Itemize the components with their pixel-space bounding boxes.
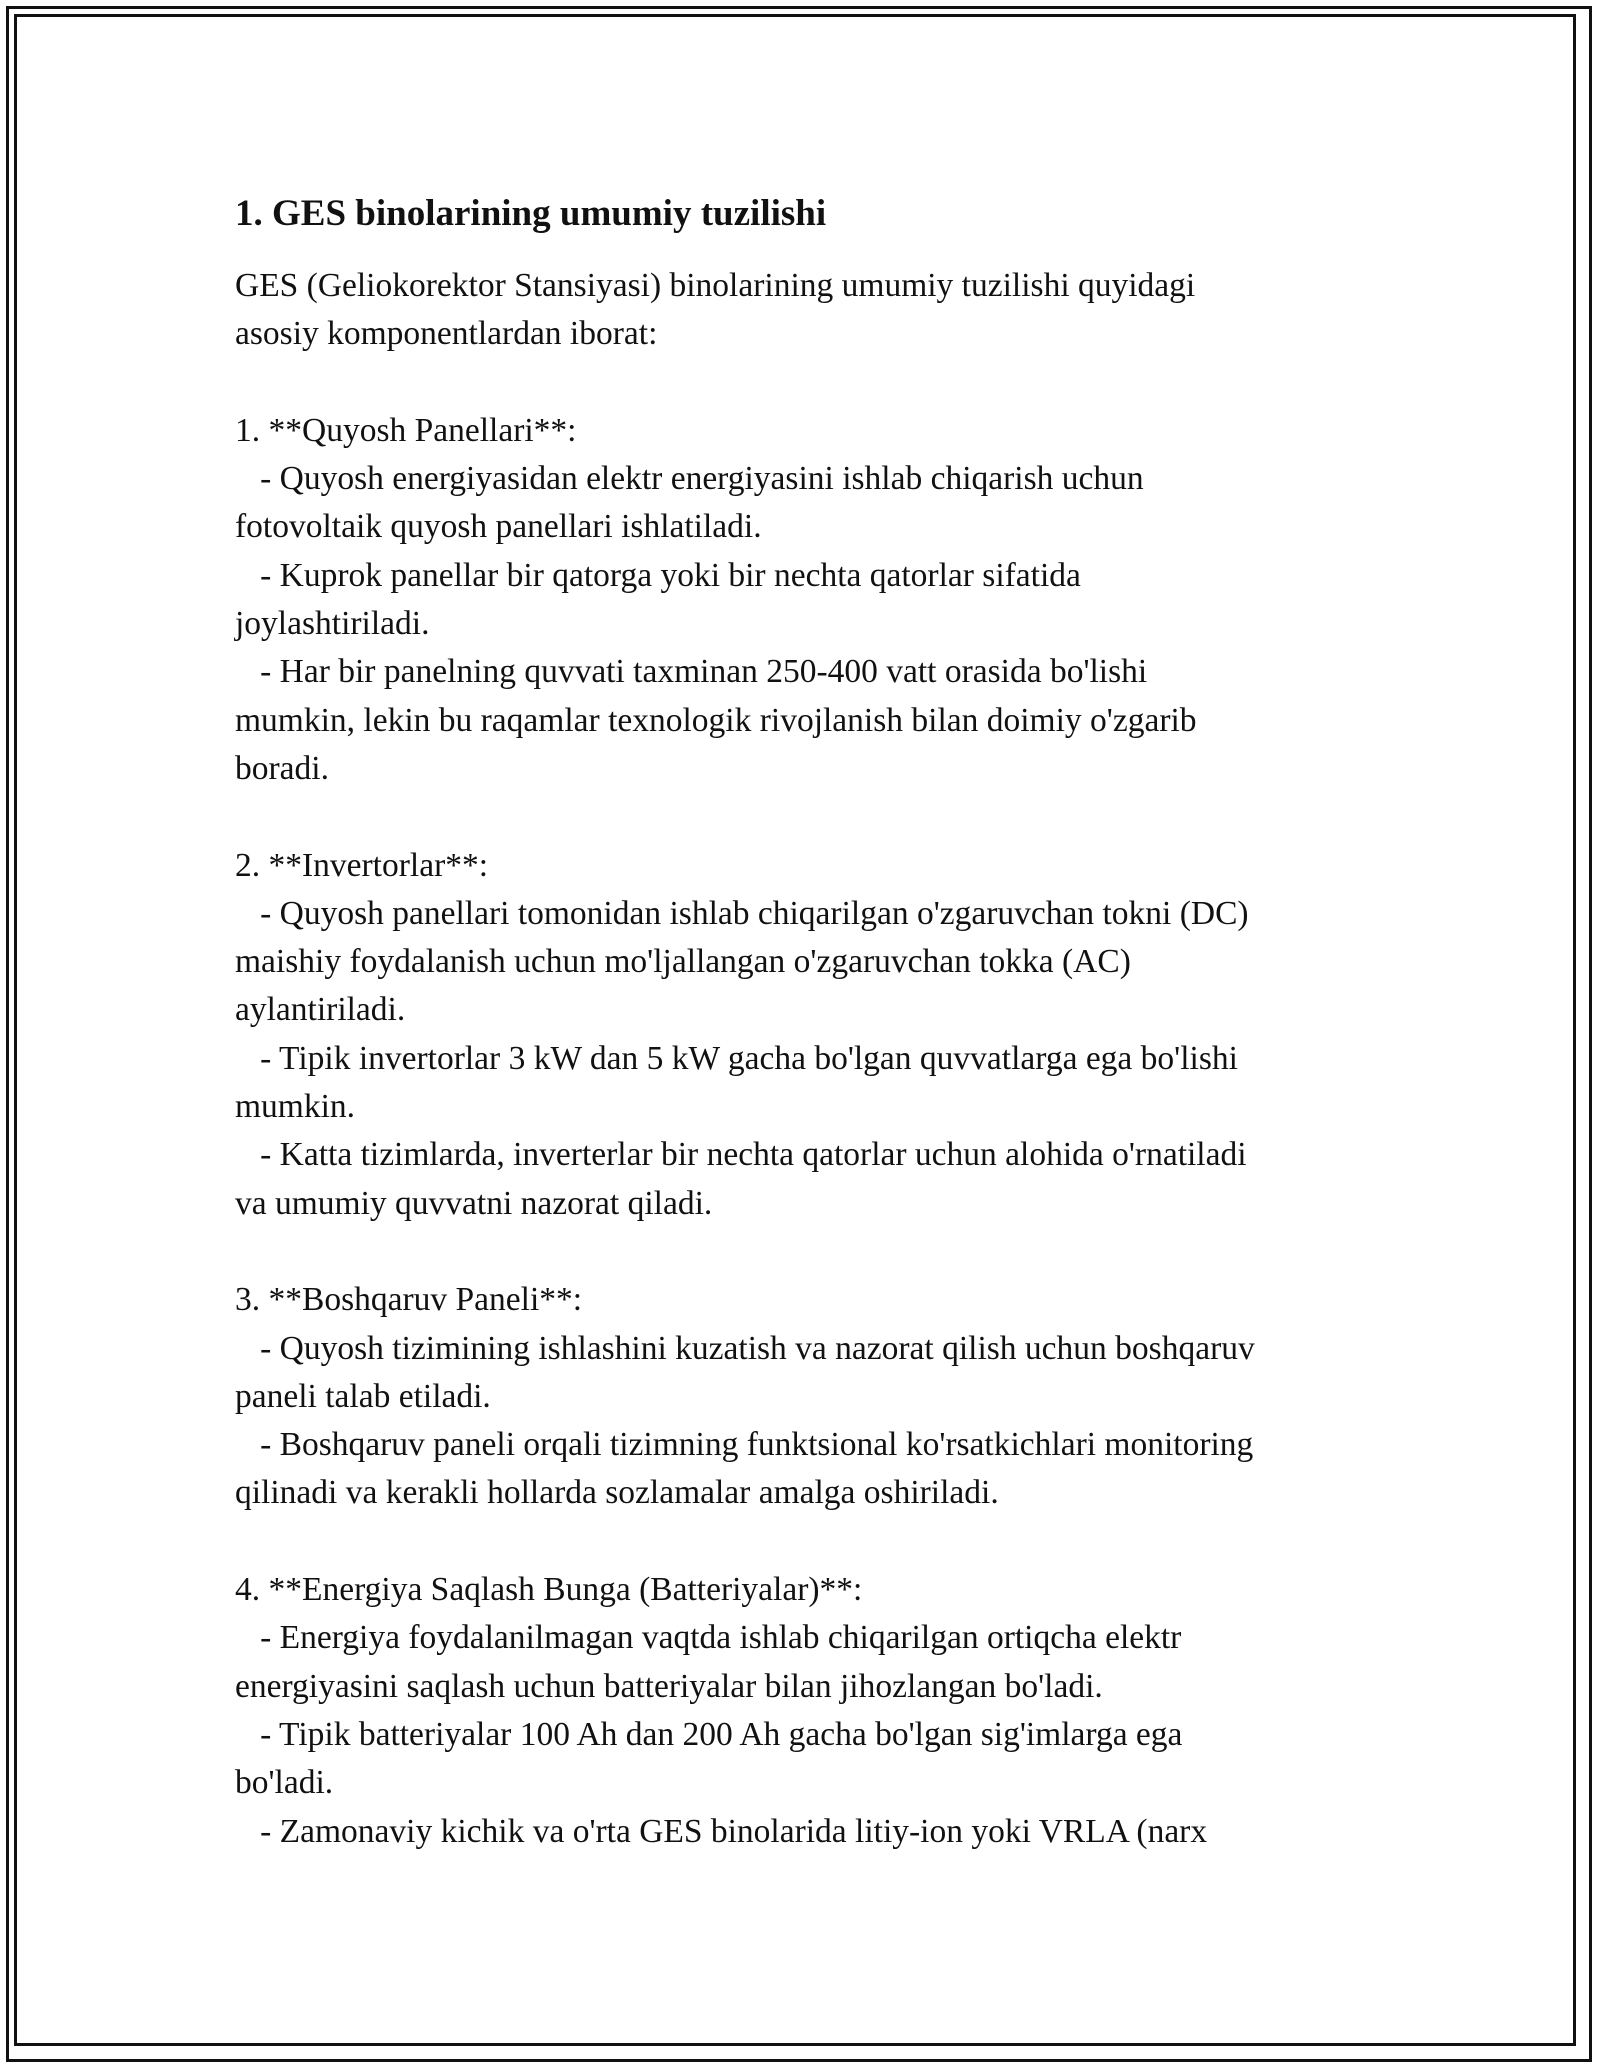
list-item: - Boshqaruv paneli orqali tizimning funktsional ko'rsatkichlari monitoring qilinadi va kerakli hollarda sozlamalar amalga oshiriladi. [235, 1426, 1254, 1512]
document-heading: 1. GES binolarining umumiy tuzilishi [235, 193, 827, 234]
list-item: - Tipik invertorlar 3 kW dan 5 kW gacha bo'lgan quvvatlarga ega bo'lishi mumkin. [235, 1039, 1238, 1126]
list-item: - Quyosh panellari tomonidan ishlab chiqarilgan o'zgaruvchan tokni (DC) maishiy foydalanish uchun mo'ljallangan o'zgaruvchan tokka (AC) aylantiriladi. [235, 894, 1249, 1029]
spacer [235, 1228, 1375, 1276]
section-title: 2. **Invertorlar**: [235, 846, 489, 884]
list-item: - Tipik batteriyalar 100 Ah dan 200 Ah gacha bo'lgan sig'imlarga ega bo'ladi. [235, 1715, 1183, 1802]
section-inverters [235, 842, 1375, 1228]
document-body [235, 190, 1375, 1856]
list-item: - Kuprok panellar bir qatorga yoki bir nechta qatorlar sifatida joylashtiriladi. [235, 556, 1081, 643]
spacer [235, 1518, 1375, 1566]
section-title: 4. **Energiya Saqlash Bunga (Batteriyalar)**: [235, 1571, 863, 1609]
list-item: - Katta tizimlarda, inverterlar bir nechta qatorlar uchun alohida o'rnatiladi va umumiy quvvatni nazorat qiladi. [235, 1136, 1247, 1222]
list-item: - Har bir panelning quvvati taxminan 250-400 vatt orasida bo'lishi mumkin, lekin bu raqamlar texnologik rivojlanish bilan doimiy o'zgarib boradi. [235, 653, 1197, 787]
section-control-panel [235, 1276, 1375, 1517]
section-solar-panels [235, 407, 1375, 793]
list-item: - Quyosh energiyasidan elektr energiyasini ishlab chiqarish uchun fotovoltaik quyosh panellari ishlatiladi. [235, 460, 1144, 546]
section-energy-storage [235, 1566, 1375, 1856]
list-item: - Zamonaviy kichik va o'rta GES binolarida litiy-ion yoki VRLA (narx [235, 1812, 1208, 1850]
section-title: 1. **Quyosh Panellari**: [235, 411, 577, 449]
intro-paragraph: GES (Geliokorektor Stansiyasi) binolarining umumiy tuzilishi quyidagi asosiy komponentlardan iborat: [235, 267, 1196, 353]
list-item: - Quyosh tizimining ishlashini kuzatish va nazorat qilish uchun boshqaruv paneli talab etiladi. [235, 1329, 1255, 1415]
spacer [235, 359, 1375, 407]
spacer [235, 793, 1375, 841]
section-title: 3. **Boshqaruv Paneli**: [235, 1281, 583, 1319]
list-item: - Energiya foydalanilmagan vaqtda ishlab chiqarilgan ortiqcha elektr energiyasini saqlash uchun batteriyalar bilan jihozlangan bo'ladi. [235, 1619, 1182, 1705]
